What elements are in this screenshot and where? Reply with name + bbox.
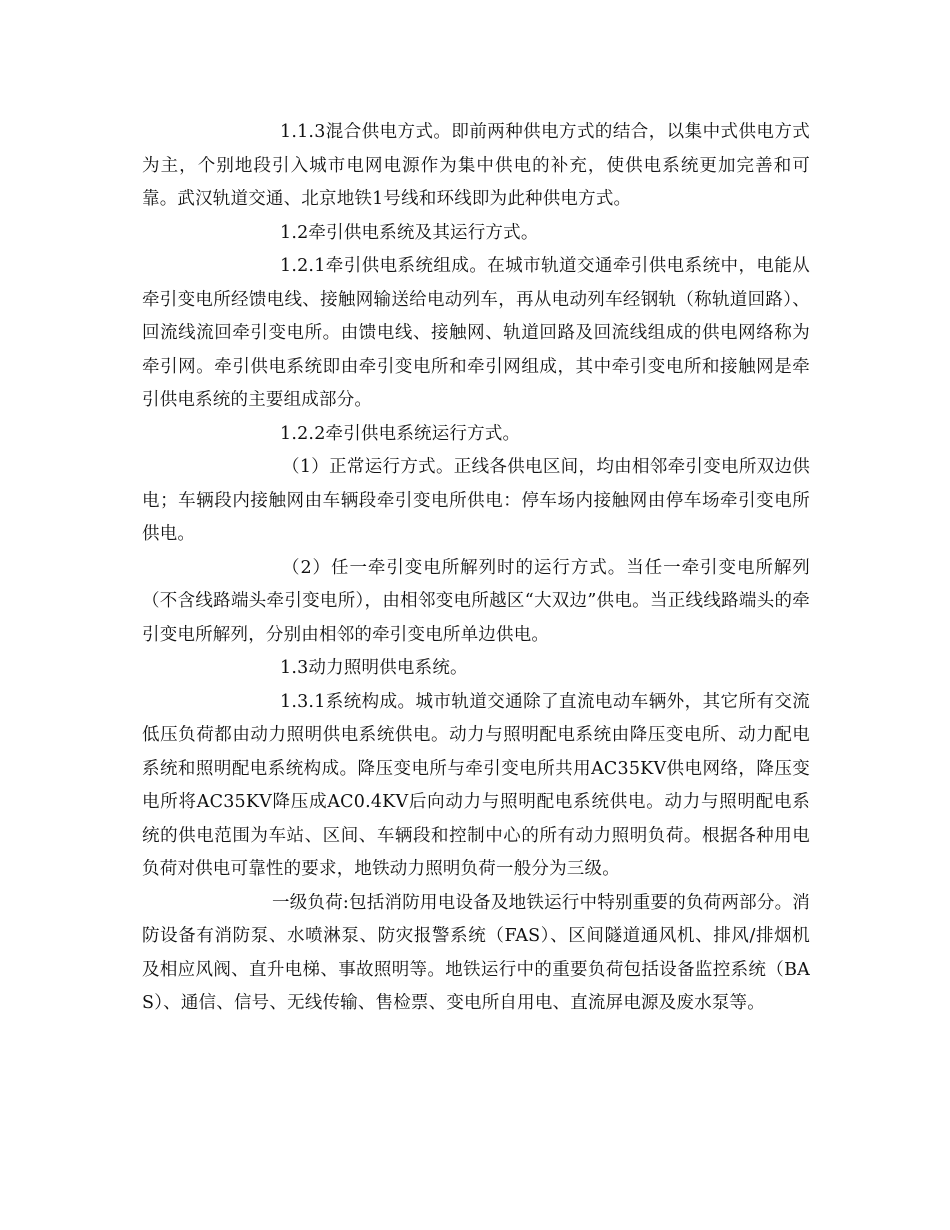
document-page	[142, 116, 810, 1021]
paragraph-1-3-1-system-structure: 1.3.1系统构成。城市轨道交通除了直流电动车辆外，其它所有交流低压负荷都由动力照明供电系统供电。动力与照明配电系统由降压变电所、动力配电系统和照明配电系统构成。降压变电所与牵引变电所共用AC35KV供电网络，降压变电所将AC35KV降压成AC0.4KV后向动力与照明配电系统供电。动力与照明配电系统的供电范围为车站、区间、车辆段和控制中心的所有动力照明负荷。根据各种用电负荷对供电可靠性的要求，地铁动力照明负荷一般分为三级。	[142, 691, 810, 879]
paragraph-1-2-1-system-composition: 1.2.1牵引供电系统组成。在城市轨道交通牵引供电系统中，电能从牵引变电所经馈电线、接触网输送给电动列车，再从电动列车经钢轨（称轨道回路）、回流线流回牵引变电所。由馈电线、接触网、轨道回路及回流线组成的供电网络称为牵引网。牵引供电系统即由牵引变电所和牵引网组成，其中牵引变电所和接触网是牵引供电系统的主要组成部分。	[142, 256, 810, 410]
heading-1-2-2-operation-modes: 1.2.2牵引供电系统运行方式。	[280, 423, 521, 444]
paragraph-1-1-3-hybrid-supply: 1.1.3混合供电方式。即前两种供电方式的结合，以集中式供电方式为主，个别地段引入城市电网电源作为集中供电的补充，使供电系统更加完善和可靠。武汉轨道交通、北京地铁1号线和环线即为此种供电方式。	[142, 122, 810, 209]
paragraph-first-class-load: 一级负荷:包括消防用电设备及地铁运行中特别重要的负荷两部分。消防设备有消防泵、水喷淋泵、防灾报警系统（FAS）、区间隧道通风机、排风/排烟机及相应风阀、直升电梯、事故照明等。地铁运行中的重要负荷包括设备监控系统（BAS）、通信、信号、无线传输、售检票、变电所自用电、直流屏电源及废水泵等。	[142, 892, 810, 1013]
paragraph-normal-operation: （1）正常运行方式。正线各供电区间，均由相邻牵引变电所双边供电；车辆段内接触网由车辆段牵引变电所供电：停车场内接触网由停车场牵引变电所供电。	[142, 457, 810, 544]
heading-1-2-traction-system: 1.2牵引供电系统及其运行方式。	[280, 222, 539, 243]
paragraph-substation-disconnect: （2）任一牵引变电所解列时的运行方式。当任一牵引变电所解列（不含线路端头牵引变电所），由相邻变电所越区“大双边”供电。当正线线路端头的牵引变电所解列，分别由相邻的牵引变电所单边供电。	[142, 557, 810, 645]
heading-1-3-power-lighting: 1.3动力照明供电系统。	[280, 658, 468, 678]
